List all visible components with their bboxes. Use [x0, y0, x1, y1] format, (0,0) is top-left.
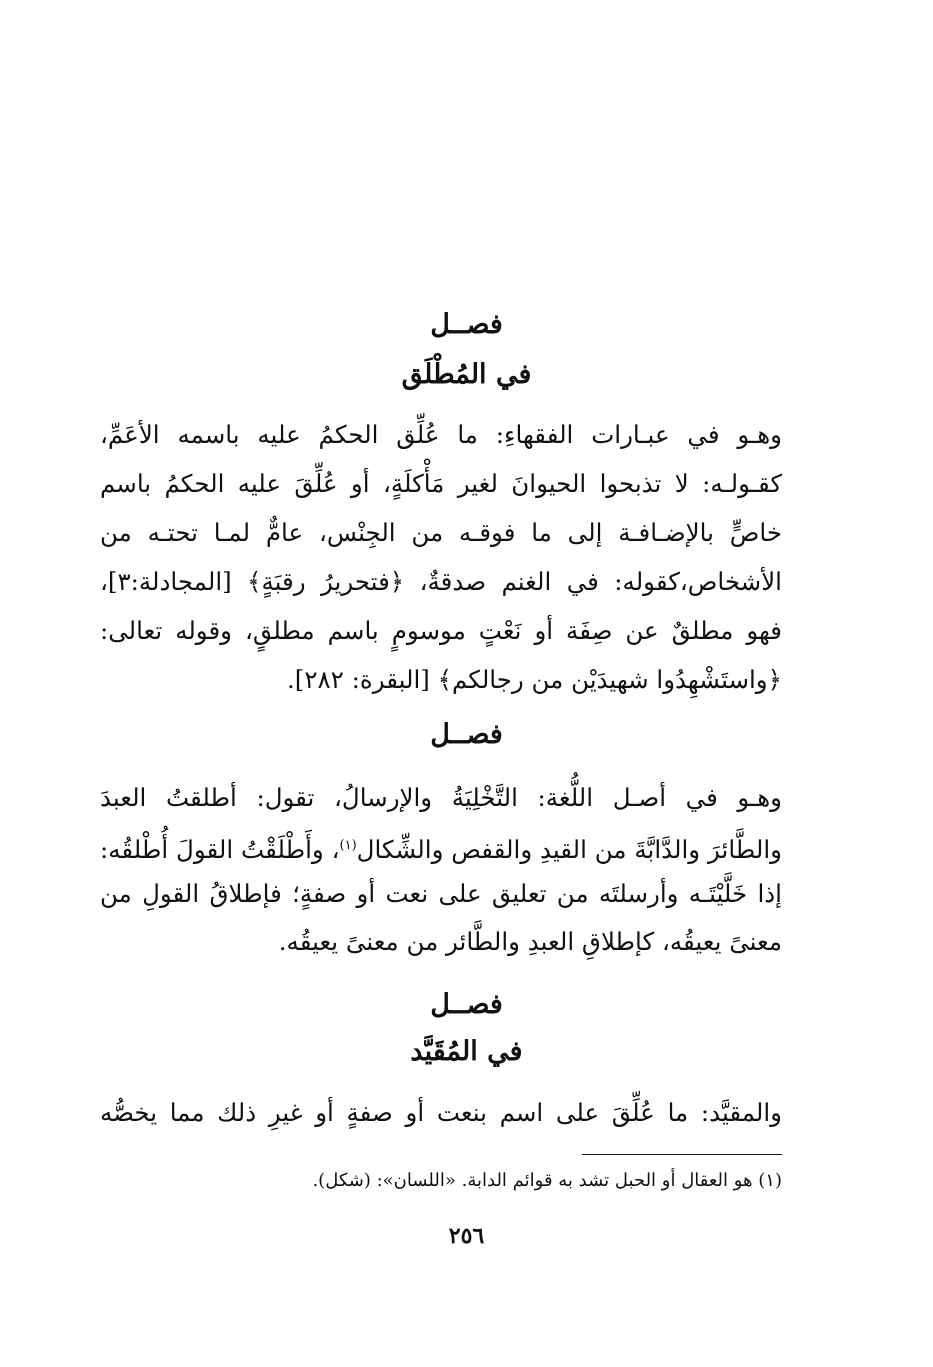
- section-subheading: في المُطْلَق: [401, 359, 532, 390]
- paragraph-line: وهـو في أصـل اللُّغة: التَّخْلِيَةُ والإرسالُ، تقول: أطلقتُ العبدَ: [100, 783, 782, 812]
- section-subheading: في المُقَيَّد: [410, 1036, 523, 1067]
- footnote-divider: [582, 1154, 782, 1155]
- paragraph-line: إذا خَلَّيْتَـه وأرسلتَه من تعليق على نعت أو صفةٍ؛ فإطلاقُ القولِ من: [100, 879, 782, 908]
- paragraph-line: فهو مطلقٌ عن صِفَة أو نَعْتٍ موسومٍ باسم مطلقٍ، وقوله تعالى:: [100, 616, 782, 645]
- paragraph-line: [100, 826, 782, 870]
- paragraph-line: ﴿واستَشْهِدُوا شهيدَيْن من رجالكم﴾ [البقرة: ٢٨٢].: [287, 665, 782, 694]
- section-heading: فصــل: [430, 719, 503, 750]
- paragraph-line: معنىً يعيقُه، كإطلاقِ العبدِ والطَّائر من معنىً يعيقُه.: [278, 927, 782, 956]
- paragraph-line-text: والطَّائرَ والدَّابَّةَ من القيدِ والقفص والشِّكال$^{(١)}$، وأَطْلَقْتُ القولَ أُطْلقُه:: [100, 835, 782, 865]
- paragraph-line: والمقيَّد: ما عُلِّقَ على اسم بنعت أو صفةٍ أو غيرِ ذلك مما يخصُّه: [100, 1098, 782, 1127]
- paragraph-line: وهـو في عبـارات الفقهاءِ: ما عُلِّق الحكمُ عليه باسمه الأعَمِّ،: [100, 420, 782, 449]
- section-heading: فصــل: [430, 989, 503, 1020]
- paragraph-line: كقـولـه: لا تذبحوا الحيوانَ لغير مَأْكلَةٍ، أو عُلِّقَ عليه الحكمُ باسم: [100, 469, 782, 498]
- paragraph-line: الأشخاص،كقوله: في الغنم صدقةٌ، ﴿فتحريرُ رقبَةٍ﴾ [المجادلة:٣]،: [100, 567, 782, 596]
- paragraph-line: خاصٍّ بالإضـافـة إلى ما فوقـه من الجِنْس، عامٌّ لمـا تحتـه من: [100, 518, 782, 547]
- footnote-marker: (١): [339, 838, 357, 853]
- footnote: (١) هو العقال أو الحبل تشد به قوائم الدابة. «اللسان»: (شكل).: [312, 1170, 782, 1191]
- page-number: ٢٥٦: [448, 1223, 485, 1249]
- section-heading: فصــل: [430, 309, 503, 340]
